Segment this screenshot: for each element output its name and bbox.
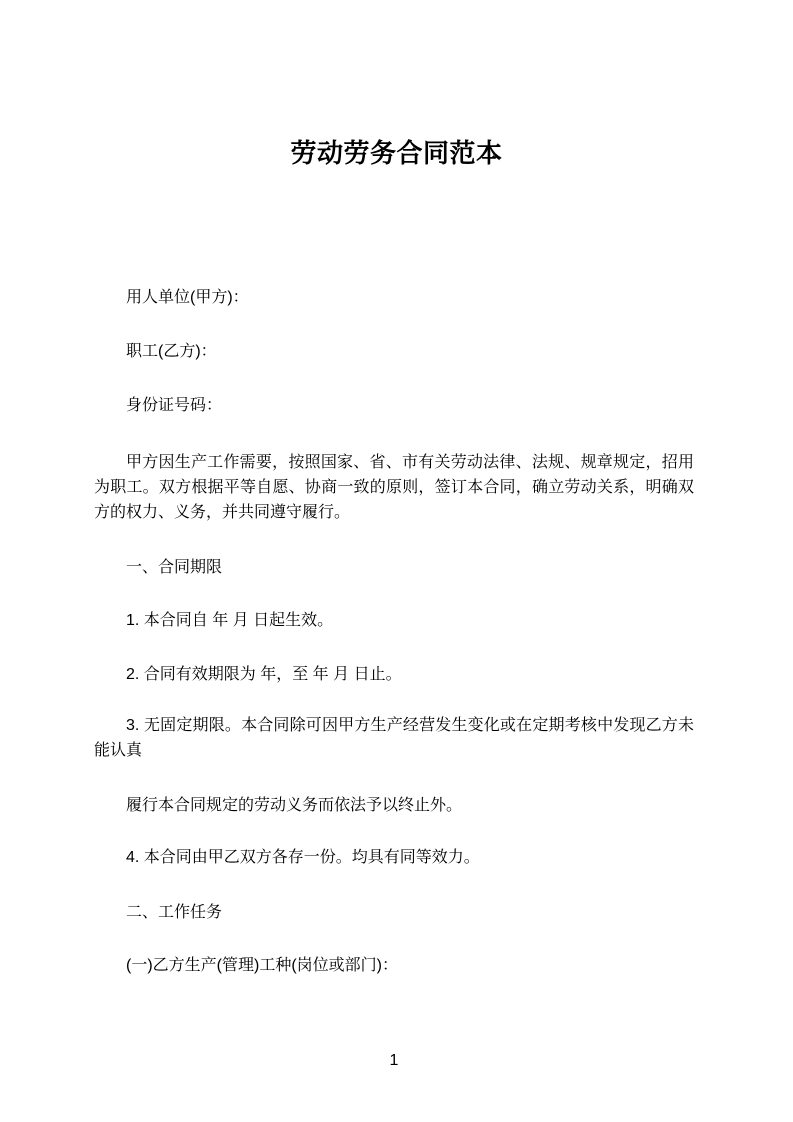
section-1-item-1: 1. 本合同自 年 月 日起生效。 [126, 612, 334, 629]
section-1-item-4: 4. 本合同由甲乙双方各存一份。均具有同等效力。 [126, 849, 480, 866]
document-title: 劳动劳务合同范本 [290, 138, 503, 168]
section-1-item-2: 2. 合同有效期限为 年，至 年 月 日止。 [126, 666, 402, 683]
intro-paragraph: 甲方因生产工作需要，按照国家、省、市有关劳动法律、法规、规章规定，招用为职工。双方根据平等自愿、协商一致的原则，签订本合同，确立劳动关系，明确双方的权力、义务，并共同遵守履行。 [94, 454, 694, 521]
document-body [94, 285, 694, 1073]
section-1-heading: 一、合同期限 [126, 559, 223, 576]
party-label-employee: 职工(乙方)： [126, 343, 217, 360]
section-2-item-1: (一)乙方生产(管理)工种(岗位或部门)： [126, 957, 398, 974]
party-label-id-number: 身份证号码： [126, 397, 223, 414]
party-label-employer: 用人单位(甲方)： [126, 289, 249, 306]
section-1-item-3: 3. 无固定期限。本合同除可因甲方生产经营发生变化或在定期考核中发现乙方未能认真 [94, 717, 694, 759]
section-1-item-3-continuation: 履行本合同规定的劳动义务而依法予以终止外。 [126, 797, 463, 814]
page-number: 1 [389, 1052, 399, 1069]
section-2-heading: 二、工作任务 [126, 904, 223, 921]
